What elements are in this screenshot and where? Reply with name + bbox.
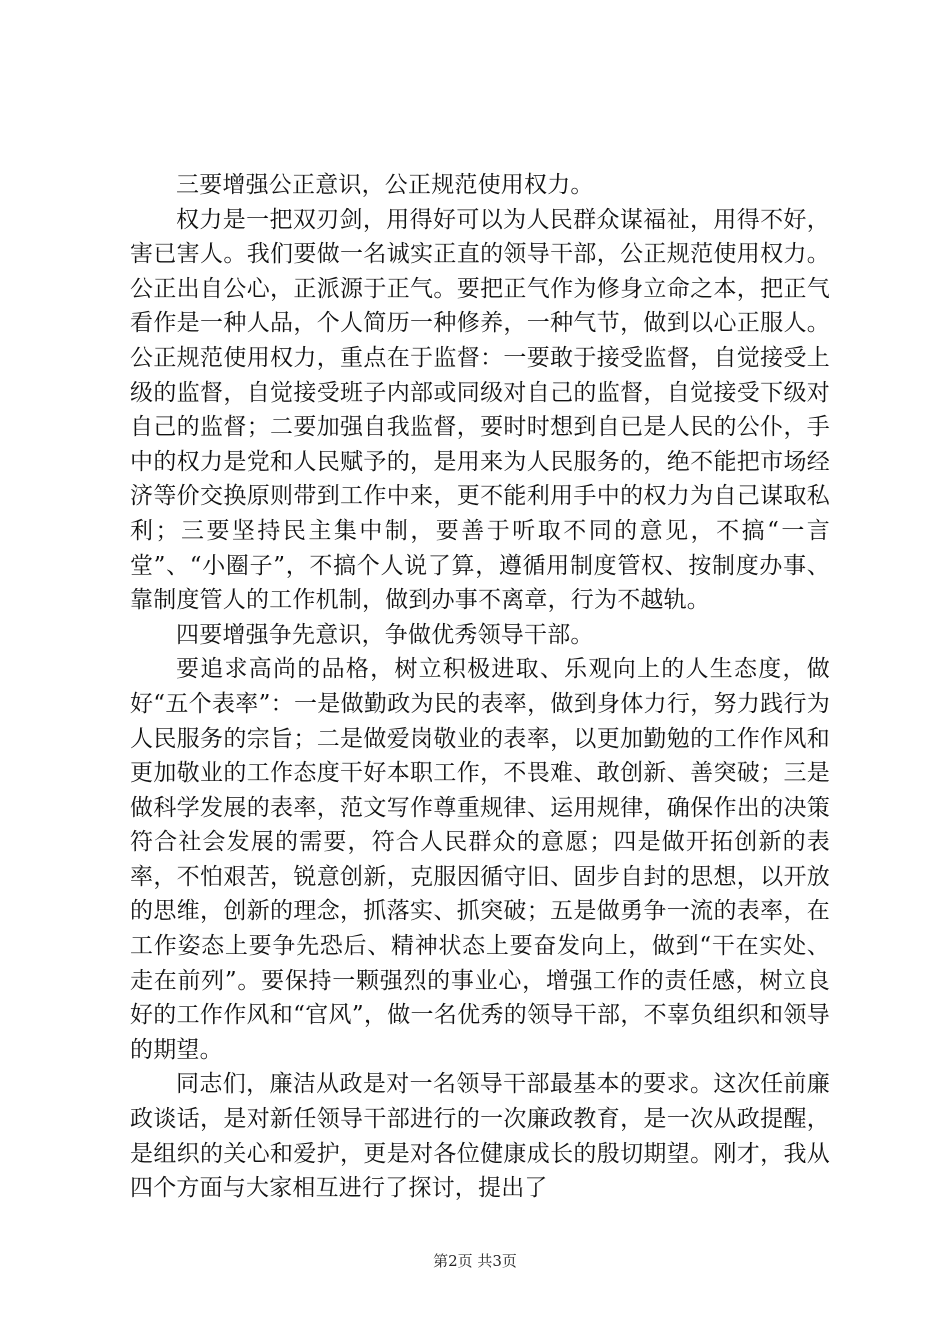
paragraph-power-supervision: 权力是一把双刃剑，用得好可以为人民群众谋福祉，用得不好，害已害人。我们要做一名诚实正直的领导干部，公正规范使用权力。公正出自公心，正派源于正气。要把正气作为修身立命之本，把正气看作是一种人品，个人简历一种修养，一种气节，做到以心正服人。公正规范使用权力，重点在于监督：一要敢于接受监督，自觉接受上级的监督，自觉接受班子内部或同级对自己的监督，自觉接受下级对自己的监督；二要加强自我监督，要时时想到自已是人民的公仆，手中的权力是党和人民赋予的，是用来为人民服务的，绝不能把市场经济等价交换原则带到工作中来，更不能利用手中的权力为自己谋取私利；三要坚持民主集中制，要善于听取不同的意见，不搞“一言堂”、“小圈子”，不搞个人说了算，遵循用制度管权、按制度办事、靠制度管人的工作机制，做到办事不离章，行为不越轨。 — [130, 206, 830, 614]
page-number-footer: 第2页 共3页 — [433, 1252, 517, 1270]
paragraph-closing: 同志们，廉洁从政是对一名领导干部最基本的要求。这次任前廉政谈话，是对新任领导干部进行的一次廉政教育，是一次从政提醒，是组织的关心和爱护，更是对各位健康成长的殷切期望。刚才，我从四个方面与大家相互进行了探讨，提出了 — [130, 1071, 830, 1202]
paragraph-heading-3: 三要增强公正意识，公正规范使用权力。 — [176, 172, 594, 198]
paragraph-heading-4: 四要增强争先意识，争做优秀领导干部。 — [176, 621, 594, 648]
paragraph-five-models: 要追求高尚的品格，树立积极进取、乐观向上的人生态度，做好“五个表率”：一是做勤政为民的表率，做到身体力行，努力践行为人民服务的宗旨；二是做爱岗敬业的表率，以更加勤勉的工作作风和更加敬业的工作态度干好本职工作，不畏难、敢创新、善突破；三是做科学发展的表率，范文写作尊重规律、运用规律，确保作出的决策符合社会发展的需要，符合人民群众的意愿；四是做开拓创新的表率，不怕艰苦，锐意创新，克服因循守旧、固步自封的思想，以开放的思维，创新的理念，抓落实、抓突破；五是做勇争一流的表率，在工作姿态上要争先恐后、精神状态上要奋发向上，做到“干在实处、走在前列”。要保持一颗强烈的事业心，增强工作的责任感，树立良好的工作作风和“官风”，做一名优秀的领导干部，不辜负组织和领导的期望。 — [130, 656, 830, 1063]
document-body — [130, 168, 830, 1206]
